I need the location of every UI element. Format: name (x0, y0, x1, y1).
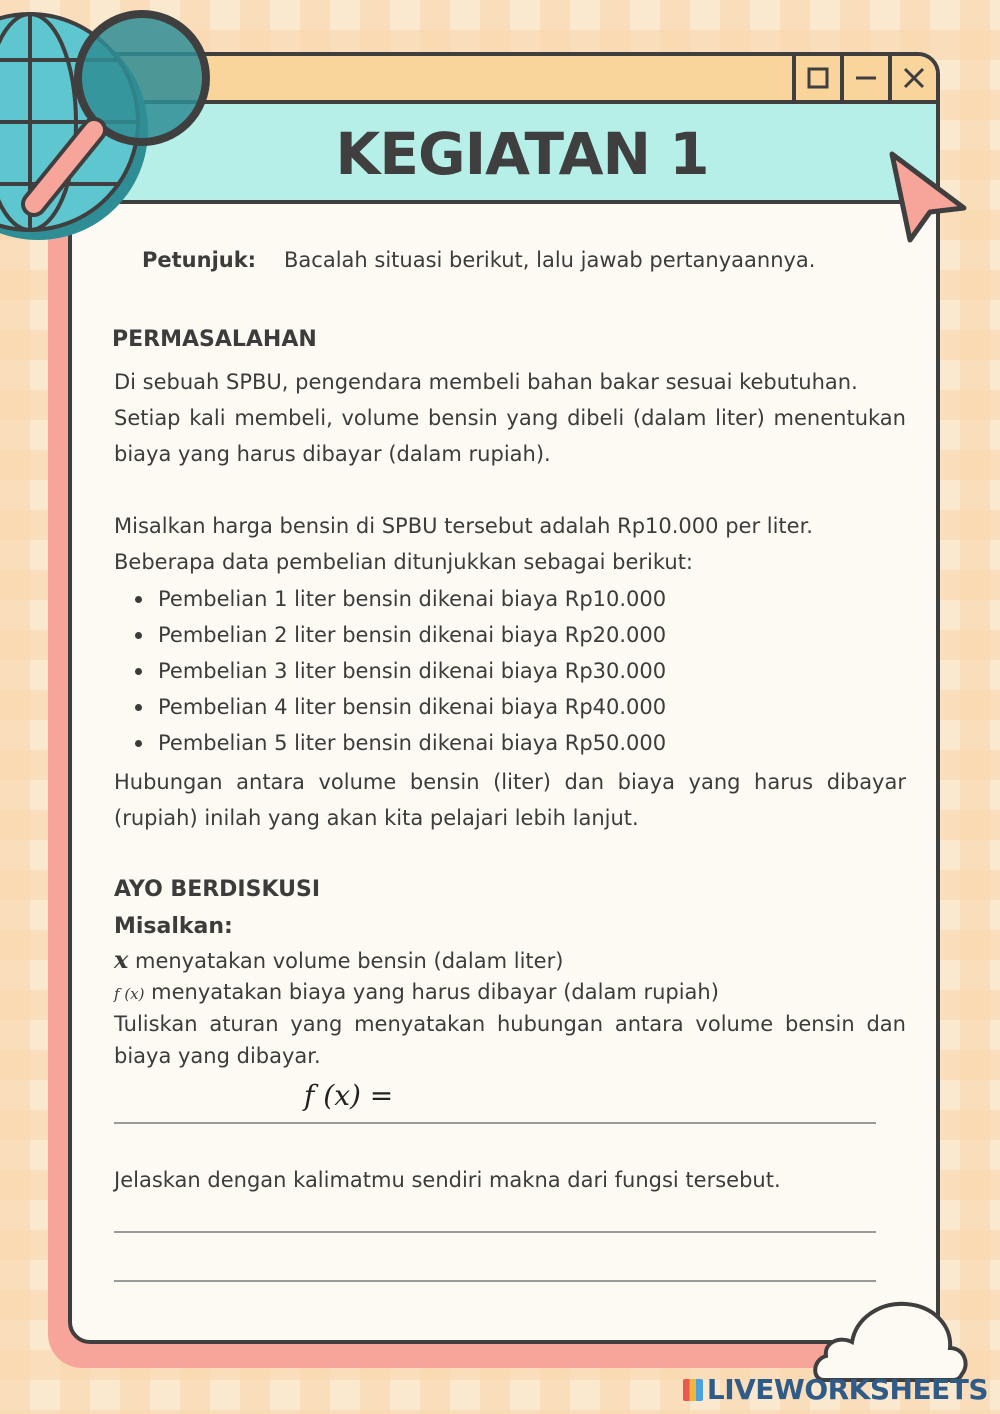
cursor-arrow-icon (888, 150, 968, 246)
brand-text: LIVEWORKSHEETS (706, 1373, 988, 1406)
text-line: Setiap kali membeli, volume bensin yang dibeli (dalam liter) menentukan (114, 406, 906, 430)
maximize-icon (806, 66, 830, 90)
text-line: Tuliskan aturan yang menyatakan hubungan antara volume bensin dan (114, 1012, 906, 1036)
minimize-icon (854, 66, 878, 90)
problem-closing (114, 764, 906, 836)
answer-line-2[interactable] (114, 1280, 876, 1282)
text-line: (rupiah) inilah yang akan kita pelajari lebih lanjut. (114, 806, 639, 830)
answer-line-formula[interactable] (114, 1122, 876, 1124)
fx-definition (114, 976, 719, 1010)
page-title: KEGIATAN 1 (335, 120, 709, 188)
close-icon (902, 66, 926, 90)
explain-prompt: Jelaskan dengan kalimatmu sendiri makna dari fungsi tersebut. (114, 1168, 781, 1192)
list-item: Pembelian 4 liter bensin dikenai biaya Rp40.000 (158, 689, 898, 725)
list-item: Pembelian 2 liter bensin dikenai biaya Rp20.000 (158, 617, 898, 653)
problem-heading: PERMASALAHAN (112, 327, 317, 352)
text-line: biaya yang dibayar. (114, 1044, 321, 1068)
purchase-list (158, 581, 898, 761)
suppose-label: Misalkan: (114, 914, 233, 939)
close-button[interactable] (888, 56, 936, 100)
text-line: Beberapa data pembelian ditunjukkan sebagai berikut: (114, 550, 693, 574)
problem-paragraph-2 (114, 508, 906, 580)
minimize-button[interactable] (840, 56, 888, 100)
problem-paragraph-1 (114, 364, 906, 472)
fx-description: menyatakan biaya yang harus dibayar (dalam rupiah) (151, 980, 719, 1004)
discussion-heading: AYO BERDISKUSI (114, 877, 321, 902)
instruction-label: Petunjuk: (142, 248, 257, 272)
fx-symbol: f (x) (114, 985, 145, 1003)
brand-logo (683, 1373, 988, 1406)
list-item: Pembelian 5 liter bensin dikenai biaya Rp50.000 (158, 725, 898, 761)
activity-card (68, 52, 940, 1344)
x-definition (114, 944, 563, 977)
brand-mark-icon (683, 1379, 703, 1401)
text-line: Misalkan harga bensin di SPBU tersebut adalah Rp10.000 per liter. (114, 514, 813, 538)
x-symbol: x (114, 945, 129, 974)
list-item: Pembelian 1 liter bensin dikenai biaya Rp10.000 (158, 581, 898, 617)
text-line: biaya yang harus dibayar (dalam rupiah). (114, 442, 551, 466)
answer-line-1[interactable] (114, 1231, 876, 1233)
maximize-button[interactable] (792, 56, 840, 100)
discussion-task (114, 1008, 906, 1072)
list-item: Pembelian 3 liter bensin dikenai biaya Rp30.000 (158, 653, 898, 689)
formula-label: f (x) = (304, 1079, 394, 1112)
instruction-text: Bacalah situasi berikut, lalu jawab pertanyaannya. (284, 248, 816, 272)
globe-magnifier-icon (0, 0, 230, 245)
text-line: Di sebuah SPBU, pengendara membeli bahan bakar sesuai kebutuhan. (114, 370, 858, 394)
text-line: Hubungan antara volume bensin (liter) dan biaya yang harus dibayar (114, 770, 906, 794)
x-description: menyatakan volume bensin (dalam liter) (135, 949, 564, 973)
